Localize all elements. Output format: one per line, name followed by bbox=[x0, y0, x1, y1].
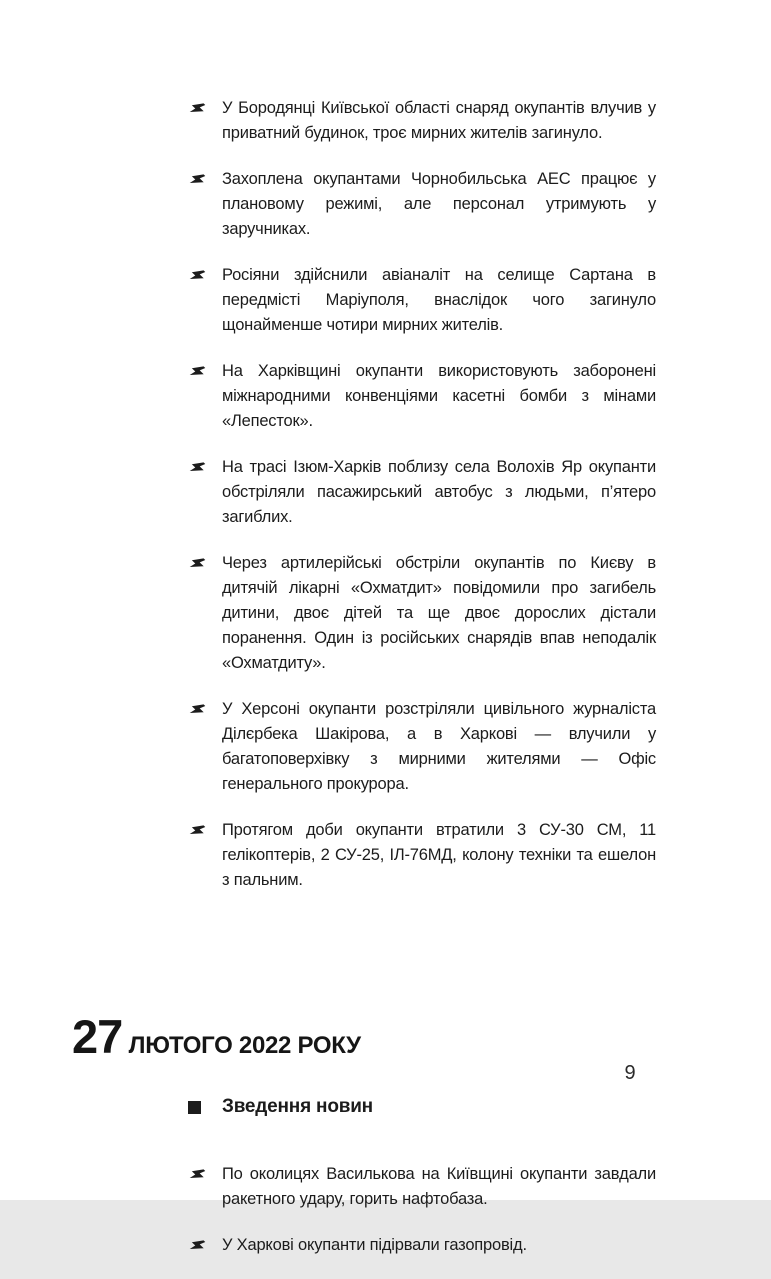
list-item-text: Захоплена окупантами Чорнобильська АЕС працює у плановому режимі, але персонал утримують у заручниках. bbox=[222, 170, 656, 238]
bolt-bullet-icon bbox=[188, 818, 222, 893]
bolt-bullet-icon bbox=[188, 455, 222, 530]
list-item-text: Протягом доби окупанти втратили 3 СУ-30 СМ, 11 гелікоптерів, 2 СУ-25, ІЛ-76МД, колону техніки та ешелон з пальним. bbox=[222, 821, 656, 889]
list-item-text: На Харківщині окупанти використовують заборонені міжнародними конвенціями касетні бомби з мінами «Лепесток». bbox=[222, 362, 656, 430]
subheading-text: Зведення новин bbox=[222, 1096, 373, 1117]
list-item-text: Через артилерійські обстріли окупантів по Києву в дитячій лікарні «Охматдит» повідомили про загибель дитини, двоє дітей та ще двоє дорослих дістали поранення. Один із російських снарядів впав неподалік «Охматдиту». bbox=[222, 554, 656, 672]
list-item bbox=[188, 263, 656, 338]
bolt-bullet-icon bbox=[188, 96, 222, 146]
list-item bbox=[188, 96, 656, 146]
date-heading-day: 27 bbox=[72, 1010, 123, 1063]
list-item bbox=[188, 551, 656, 676]
news-summary-subheading bbox=[188, 1096, 771, 1118]
bolt-bullet-icon bbox=[188, 1162, 222, 1212]
bolt-bullet-icon bbox=[188, 359, 222, 434]
list-item bbox=[188, 818, 656, 893]
list-item-text: На трасі Ізюм-Харків поблизу села Волохів Яр окупанти обстріляли пасажирський автобус з людьми, п’ятеро загиблих. bbox=[222, 458, 656, 526]
list-item-text: Росіяни здійснили авіаналіт на селище Сартана в передмісті Маріуполя, внаслідок чого загинуло щонайменше чотири мирних жителів. bbox=[222, 266, 656, 334]
list-item-text: По околицях Василькова на Київщині окупанти завдали ракетного удару, горить нафтобаза. bbox=[222, 1165, 656, 1208]
list-item bbox=[188, 359, 656, 434]
list-item bbox=[188, 167, 656, 242]
list-item-text: У Херсоні окупанти розстріляли цивільного журналіста Ділєрбека Шакірова, а в Харкові — влучили у багатоповерхівку з мирними жителями — Офіс генерального прокурора. bbox=[222, 700, 656, 793]
list-item bbox=[188, 1162, 656, 1212]
date-heading bbox=[72, 1009, 771, 1064]
page-content bbox=[0, 96, 771, 1279]
bolt-bullet-icon bbox=[188, 697, 222, 797]
square-bullet-icon bbox=[188, 1101, 222, 1114]
bolt-bullet-icon bbox=[188, 167, 222, 242]
bolt-bullet-icon bbox=[188, 551, 222, 676]
list-item bbox=[188, 697, 656, 797]
list-item bbox=[188, 455, 656, 530]
page-number: 9 bbox=[624, 1062, 636, 1084]
date-heading-rest: ЛЮТОГО 2022 РОКУ bbox=[122, 1032, 361, 1059]
list-item-text: У Харкові окупанти підірвали газопровід. bbox=[222, 1236, 527, 1254]
bolt-bullet-icon bbox=[188, 1233, 222, 1258]
bolt-bullet-icon bbox=[188, 263, 222, 338]
list-item-text: У Бородянці Київської області снаряд окупантів влучив у приватний будинок, троє мирних жителів загинуло. bbox=[222, 99, 656, 142]
list-item bbox=[188, 1233, 656, 1258]
